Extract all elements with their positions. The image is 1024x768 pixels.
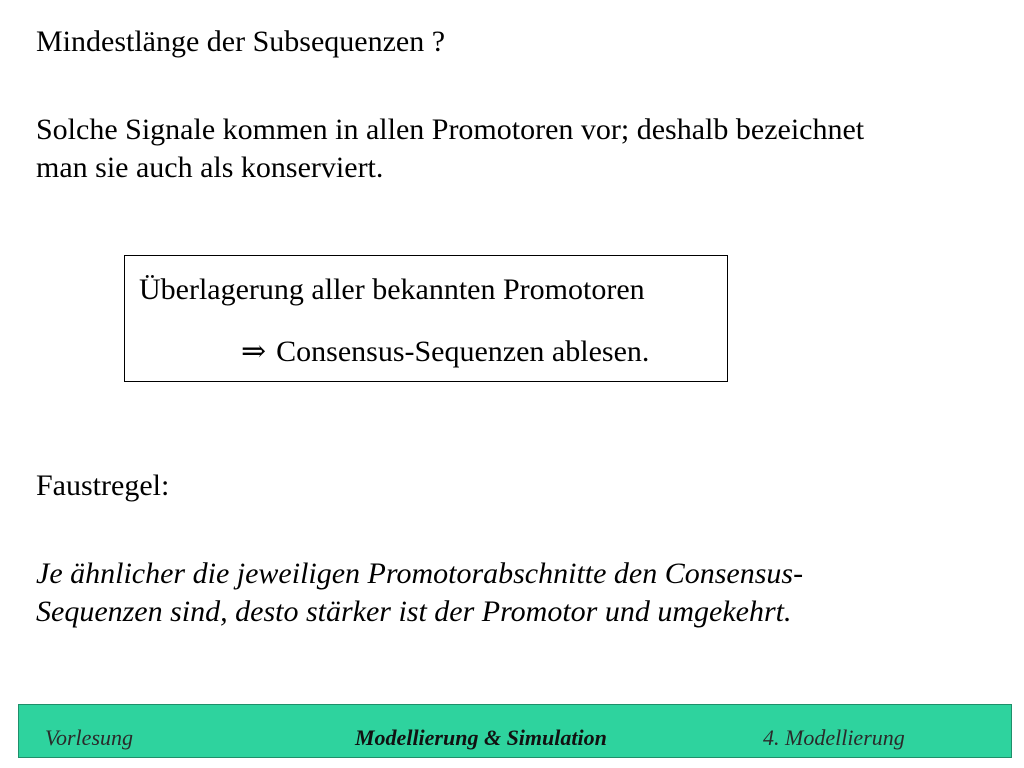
callout-box [124,255,728,382]
footer-chapter-label: 4. Modellierung [763,725,905,750]
implies-arrow-icon: ⇒ [241,335,267,368]
footer-bar [18,704,1012,758]
footer-lecture-label: Vorlesung [45,725,133,750]
callout-line-1: Überlagerung aller bekannten Promotoren [139,273,645,306]
slide-heading: Mindestlänge der Subsequenzen ? [36,25,446,58]
callout-line-2-text: Consensus-Sequenzen ablesen. [276,335,650,368]
paragraph-line-2: man sie auch als konserviert. [36,151,384,184]
rule-line-1: Je ähnlicher die jeweiligen Promotorabschnitte den Consensus- [36,557,804,590]
footer-course-title: Modellierung & Simulation [355,725,607,750]
paragraph-line-1: Solche Signale kommen in allen Promotoren vor; deshalb bezeichnet [36,113,865,146]
callout-line-2 [241,334,649,370]
rule-label: Faustregel: [36,469,170,502]
rule-line-2: Sequenzen sind, desto stärker ist der Promotor und umgekehrt. [36,595,792,628]
